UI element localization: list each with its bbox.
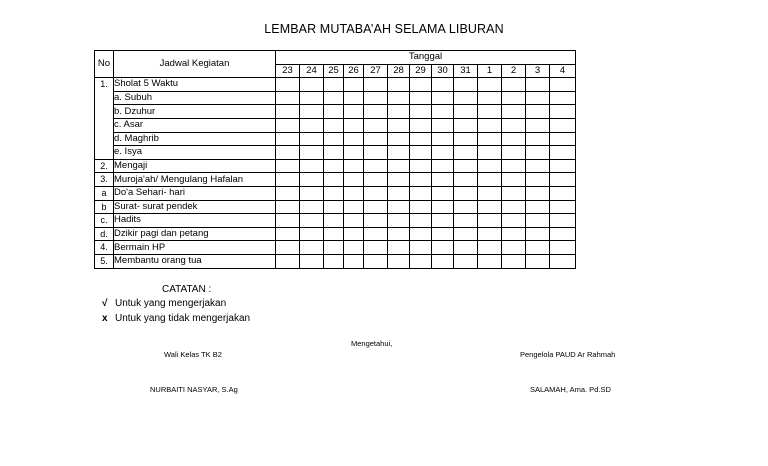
checkbox-cell[interactable] xyxy=(410,214,432,228)
checkbox-cell[interactable] xyxy=(364,241,388,255)
checkbox-cell[interactable] xyxy=(502,132,526,146)
checkbox-cell[interactable] xyxy=(388,173,410,187)
checkbox-cell[interactable] xyxy=(364,214,388,228)
row-number: d. xyxy=(95,227,114,241)
checkbox-cell[interactable] xyxy=(324,254,344,268)
checkbox-cell[interactable] xyxy=(432,146,454,160)
row-number: 1. xyxy=(95,78,114,160)
checkbox-cell[interactable] xyxy=(364,173,388,187)
cross-icon: x xyxy=(102,313,108,324)
checkbox-cell[interactable] xyxy=(432,132,454,146)
checkbox-cell[interactable] xyxy=(526,146,550,160)
checkbox-cell[interactable] xyxy=(550,105,576,119)
checkbox-cell[interactable] xyxy=(276,227,300,241)
document-title: LEMBAR MUTABA’AH SELAMA LIBURAN xyxy=(264,22,504,36)
checkbox-cell[interactable] xyxy=(478,132,502,146)
activity-label: Surat- surat pendek xyxy=(114,200,276,214)
checkbox-cell[interactable] xyxy=(454,200,478,214)
checkbox-cell[interactable] xyxy=(388,159,410,173)
checkbox-cell[interactable] xyxy=(324,227,344,241)
checkbox-cell[interactable] xyxy=(432,214,454,228)
checkbox-cell[interactable] xyxy=(300,105,324,119)
checkbox-cell[interactable] xyxy=(410,200,432,214)
checkbox-cell[interactable] xyxy=(432,91,454,105)
checkbox-cell[interactable] xyxy=(454,186,478,200)
checkbox-cell[interactable] xyxy=(324,91,344,105)
checkbox-cell[interactable] xyxy=(502,146,526,160)
date-header-cell: 30 xyxy=(432,64,454,78)
checkbox-cell[interactable] xyxy=(344,105,364,119)
checkbox-cell[interactable] xyxy=(324,78,344,92)
left-signer-role: Wali Kelas TK B2 xyxy=(164,350,222,359)
checkbox-cell[interactable] xyxy=(276,132,300,146)
checkbox-cell[interactable] xyxy=(324,173,344,187)
checkbox-cell[interactable] xyxy=(388,91,410,105)
checkbox-cell[interactable] xyxy=(324,214,344,228)
checkbox-cell[interactable] xyxy=(276,159,300,173)
checkbox-cell[interactable] xyxy=(388,132,410,146)
checkbox-cell[interactable] xyxy=(502,159,526,173)
checkbox-cell[interactable] xyxy=(276,241,300,255)
table-row xyxy=(95,254,576,268)
checkbox-cell[interactable] xyxy=(550,200,576,214)
checkbox-cell[interactable] xyxy=(364,227,388,241)
checkbox-cell[interactable] xyxy=(502,186,526,200)
checkbox-cell[interactable] xyxy=(526,91,550,105)
checkbox-cell[interactable] xyxy=(432,173,454,187)
checkbox-cell[interactable] xyxy=(550,118,576,132)
checkbox-cell[interactable] xyxy=(502,78,526,92)
checkbox-cell[interactable] xyxy=(276,78,300,92)
checkbox-cell[interactable] xyxy=(526,186,550,200)
checkbox-cell[interactable] xyxy=(478,227,502,241)
checkbox-cell[interactable] xyxy=(300,214,324,228)
checkbox-cell[interactable] xyxy=(344,173,364,187)
checkbox-cell[interactable] xyxy=(388,105,410,119)
checkbox-cell[interactable] xyxy=(478,105,502,119)
date-header-cell: 23 xyxy=(276,64,300,78)
checkbox-cell[interactable] xyxy=(410,105,432,119)
row-number: 5. xyxy=(95,254,114,268)
checkbox-cell[interactable] xyxy=(388,241,410,255)
checkbox-cell[interactable] xyxy=(364,105,388,119)
checkbox-cell[interactable] xyxy=(454,227,478,241)
table-row xyxy=(95,105,576,119)
activity-label: e. Isya xyxy=(114,146,276,160)
date-header-cell: 28 xyxy=(388,64,410,78)
checkbox-cell[interactable] xyxy=(432,105,454,119)
table-row xyxy=(95,173,576,187)
right-signer-role: Pengelola PAUD Ar Rahmah xyxy=(520,350,616,359)
table-row xyxy=(95,241,576,255)
checkbox-cell[interactable] xyxy=(550,227,576,241)
checkbox-cell[interactable] xyxy=(364,78,388,92)
row-number: 4. xyxy=(95,241,114,255)
checkbox-cell[interactable] xyxy=(478,214,502,228)
checkbox-cell[interactable] xyxy=(502,91,526,105)
checkbox-cell[interactable] xyxy=(502,214,526,228)
checkbox-cell[interactable] xyxy=(454,132,478,146)
checkbox-cell[interactable] xyxy=(410,132,432,146)
checkbox-cell[interactable] xyxy=(276,105,300,119)
checkbox-cell[interactable] xyxy=(388,200,410,214)
checkbox-cell[interactable] xyxy=(432,200,454,214)
checkbox-cell[interactable] xyxy=(410,78,432,92)
checkbox-cell[interactable] xyxy=(478,146,502,160)
checkbox-cell[interactable] xyxy=(478,91,502,105)
checkbox-cell[interactable] xyxy=(388,254,410,268)
note-item xyxy=(102,298,226,309)
checkbox-cell[interactable] xyxy=(300,146,324,160)
checkbox-cell[interactable] xyxy=(526,214,550,228)
checkbox-cell[interactable] xyxy=(364,132,388,146)
checkbox-cell[interactable] xyxy=(300,254,324,268)
checkbox-cell[interactable] xyxy=(388,227,410,241)
date-header-cell: 29 xyxy=(410,64,432,78)
checkbox-cell[interactable] xyxy=(454,118,478,132)
checkbox-cell[interactable] xyxy=(454,173,478,187)
checkbox-cell[interactable] xyxy=(344,186,364,200)
left-signer-name: NURBAITI NASYAR, S.Ag xyxy=(150,385,238,394)
checkbox-cell[interactable] xyxy=(410,118,432,132)
activity-label: Do'a Sehari- hari xyxy=(114,186,276,200)
checkbox-cell[interactable] xyxy=(300,227,324,241)
checkbox-cell[interactable] xyxy=(324,118,344,132)
checkbox-cell[interactable] xyxy=(344,78,364,92)
right-signer-name: SALAMAH, Ama. Pd.SD xyxy=(530,385,611,394)
checkbox-cell[interactable] xyxy=(300,118,324,132)
checkbox-cell[interactable] xyxy=(364,118,388,132)
checkbox-cell[interactable] xyxy=(324,132,344,146)
checkbox-cell[interactable] xyxy=(550,173,576,187)
activity-table xyxy=(94,50,576,269)
checkbox-cell[interactable] xyxy=(344,91,364,105)
checkbox-cell[interactable] xyxy=(364,186,388,200)
checkbox-cell[interactable] xyxy=(432,186,454,200)
checkbox-cell[interactable] xyxy=(324,200,344,214)
checkbox-cell[interactable] xyxy=(526,159,550,173)
table-row xyxy=(95,186,576,200)
checkbox-cell[interactable] xyxy=(364,200,388,214)
row-number: 2. xyxy=(95,159,114,173)
checkbox-cell[interactable] xyxy=(276,118,300,132)
checkbox-cell[interactable] xyxy=(432,78,454,92)
checkbox-cell[interactable] xyxy=(478,241,502,255)
checkbox-cell[interactable] xyxy=(388,214,410,228)
checkbox-cell[interactable] xyxy=(300,241,324,255)
checkbox-cell[interactable] xyxy=(300,200,324,214)
checkbox-cell[interactable] xyxy=(454,146,478,160)
checkbox-cell[interactable] xyxy=(454,159,478,173)
date-header-cell: 3 xyxy=(526,64,550,78)
checkbox-cell[interactable] xyxy=(478,78,502,92)
checkbox-cell[interactable] xyxy=(344,254,364,268)
checkbox-cell[interactable] xyxy=(478,200,502,214)
checkbox-cell[interactable] xyxy=(550,132,576,146)
checkbox-cell[interactable] xyxy=(364,254,388,268)
checkbox-cell[interactable] xyxy=(300,173,324,187)
checkbox-cell[interactable] xyxy=(432,227,454,241)
activity-label: Bermain HP xyxy=(114,241,276,255)
checkbox-cell[interactable] xyxy=(364,91,388,105)
checkbox-cell[interactable] xyxy=(502,227,526,241)
checkbox-cell[interactable] xyxy=(344,159,364,173)
checkbox-cell[interactable] xyxy=(276,200,300,214)
checkbox-cell[interactable] xyxy=(388,118,410,132)
checkbox-cell[interactable] xyxy=(324,159,344,173)
checkbox-cell[interactable] xyxy=(410,91,432,105)
checkbox-cell[interactable] xyxy=(502,200,526,214)
table-row xyxy=(95,91,576,105)
table-row xyxy=(95,132,576,146)
checkbox-cell[interactable] xyxy=(276,91,300,105)
date-header-cell: 25 xyxy=(324,64,344,78)
checkbox-cell[interactable] xyxy=(300,91,324,105)
activity-label: a. Subuh xyxy=(114,91,276,105)
checkbox-cell[interactable] xyxy=(550,241,576,255)
checkbox-cell[interactable] xyxy=(324,241,344,255)
checkbox-cell[interactable] xyxy=(454,241,478,255)
checkbox-cell[interactable] xyxy=(324,146,344,160)
activity-label: Membantu orang tua xyxy=(114,254,276,268)
checkbox-cell[interactable] xyxy=(410,146,432,160)
date-header-cell: 4 xyxy=(550,64,576,78)
checkbox-cell[interactable] xyxy=(388,146,410,160)
activity-label: c. Asar xyxy=(114,118,276,132)
checkbox-cell[interactable] xyxy=(454,91,478,105)
checkbox-cell[interactable] xyxy=(526,254,550,268)
row-number: b xyxy=(95,200,114,214)
acknowledged-label: Mengetahui, xyxy=(351,339,393,348)
checkbox-cell[interactable] xyxy=(344,200,364,214)
checkbox-cell[interactable] xyxy=(478,159,502,173)
checkbox-cell[interactable] xyxy=(454,254,478,268)
checkbox-cell[interactable] xyxy=(550,214,576,228)
checkbox-cell[interactable] xyxy=(344,132,364,146)
checkbox-cell[interactable] xyxy=(276,254,300,268)
checkbox-cell[interactable] xyxy=(478,254,502,268)
checkmark-icon: √ xyxy=(102,298,108,309)
checkbox-cell[interactable] xyxy=(410,159,432,173)
checkbox-cell[interactable] xyxy=(344,227,364,241)
checkbox-cell[interactable] xyxy=(410,186,432,200)
date-header-cell: 27 xyxy=(364,64,388,78)
checkbox-cell[interactable] xyxy=(344,118,364,132)
checkbox-cell[interactable] xyxy=(410,254,432,268)
header-date: Tanggal xyxy=(276,51,576,65)
note-item xyxy=(102,313,250,324)
checkbox-cell[interactable] xyxy=(344,146,364,160)
checkbox-cell[interactable] xyxy=(410,241,432,255)
table-row xyxy=(95,159,576,173)
checkbox-cell[interactable] xyxy=(526,105,550,119)
checkbox-cell[interactable] xyxy=(410,173,432,187)
checkbox-cell[interactable] xyxy=(410,227,432,241)
table-row xyxy=(95,200,576,214)
date-header-cell: 31 xyxy=(454,64,478,78)
checkbox-cell[interactable] xyxy=(526,132,550,146)
date-header-cell: 1 xyxy=(478,64,502,78)
checkbox-cell[interactable] xyxy=(550,254,576,268)
checkbox-cell[interactable] xyxy=(300,186,324,200)
checkbox-cell[interactable] xyxy=(300,159,324,173)
checkbox-cell[interactable] xyxy=(526,118,550,132)
activity-label: Dzikir pagi dan petang xyxy=(114,227,276,241)
checkbox-cell[interactable] xyxy=(526,200,550,214)
checkbox-cell[interactable] xyxy=(550,186,576,200)
table-row xyxy=(95,118,576,132)
checkbox-cell[interactable] xyxy=(276,146,300,160)
checkbox-cell[interactable] xyxy=(388,78,410,92)
activity-label: Muroja'ah/ Mengulang Hafalan xyxy=(114,173,276,187)
table-row xyxy=(95,214,576,228)
activity-label: Mengaji xyxy=(114,159,276,173)
checkbox-cell[interactable] xyxy=(502,173,526,187)
checkbox-cell[interactable] xyxy=(454,214,478,228)
checkbox-cell[interactable] xyxy=(388,186,410,200)
checkbox-cell[interactable] xyxy=(550,78,576,92)
checkbox-cell[interactable] xyxy=(432,118,454,132)
checkbox-cell[interactable] xyxy=(550,146,576,160)
row-number: 3. xyxy=(95,173,114,187)
checkbox-cell[interactable] xyxy=(276,214,300,228)
checkbox-cell[interactable] xyxy=(432,241,454,255)
checkbox-cell[interactable] xyxy=(502,105,526,119)
activity-label: b. Dzuhur xyxy=(114,105,276,119)
checkbox-cell[interactable] xyxy=(344,214,364,228)
checkbox-cell[interactable] xyxy=(300,78,324,92)
activity-label: Sholat 5 Waktu xyxy=(114,78,276,92)
checkbox-cell[interactable] xyxy=(276,186,300,200)
table-row xyxy=(95,78,576,92)
notes-title: CATATAN : xyxy=(162,284,212,295)
checkbox-cell[interactable] xyxy=(526,227,550,241)
activity-label: d. Maghrib xyxy=(114,132,276,146)
table-row xyxy=(95,146,576,160)
checkbox-cell[interactable] xyxy=(526,78,550,92)
checkbox-cell[interactable] xyxy=(550,159,576,173)
note-text: Untuk yang tidak mengerjakan xyxy=(115,313,251,324)
checkbox-cell[interactable] xyxy=(364,146,388,160)
row-number: c. xyxy=(95,214,114,228)
date-header-cell: 2 xyxy=(502,64,526,78)
activity-label: Hadits xyxy=(114,214,276,228)
checkbox-cell[interactable] xyxy=(432,159,454,173)
table-row xyxy=(95,227,576,241)
note-text: Untuk yang mengerjakan xyxy=(115,298,227,309)
checkbox-cell[interactable] xyxy=(454,78,478,92)
checkbox-cell[interactable] xyxy=(364,159,388,173)
checkbox-cell[interactable] xyxy=(478,118,502,132)
checkbox-cell[interactable] xyxy=(502,254,526,268)
checkbox-cell[interactable] xyxy=(526,241,550,255)
header-no: No xyxy=(95,51,114,78)
date-header-cell: 24 xyxy=(300,64,324,78)
checkbox-cell[interactable] xyxy=(432,254,454,268)
checkbox-cell[interactable] xyxy=(344,241,364,255)
date-header-cell: 26 xyxy=(344,64,364,78)
checkbox-cell[interactable] xyxy=(502,118,526,132)
checkbox-cell[interactable] xyxy=(550,91,576,105)
checkbox-cell[interactable] xyxy=(478,173,502,187)
checkbox-cell[interactable] xyxy=(324,186,344,200)
checkbox-cell[interactable] xyxy=(276,173,300,187)
checkbox-cell[interactable] xyxy=(300,132,324,146)
checkbox-cell[interactable] xyxy=(526,173,550,187)
checkbox-cell[interactable] xyxy=(502,241,526,255)
checkbox-cell[interactable] xyxy=(324,105,344,119)
checkbox-cell[interactable] xyxy=(454,105,478,119)
row-number: a xyxy=(95,186,114,200)
checkbox-cell[interactable] xyxy=(478,186,502,200)
header-activity: Jadwal Kegiatan xyxy=(114,51,276,78)
